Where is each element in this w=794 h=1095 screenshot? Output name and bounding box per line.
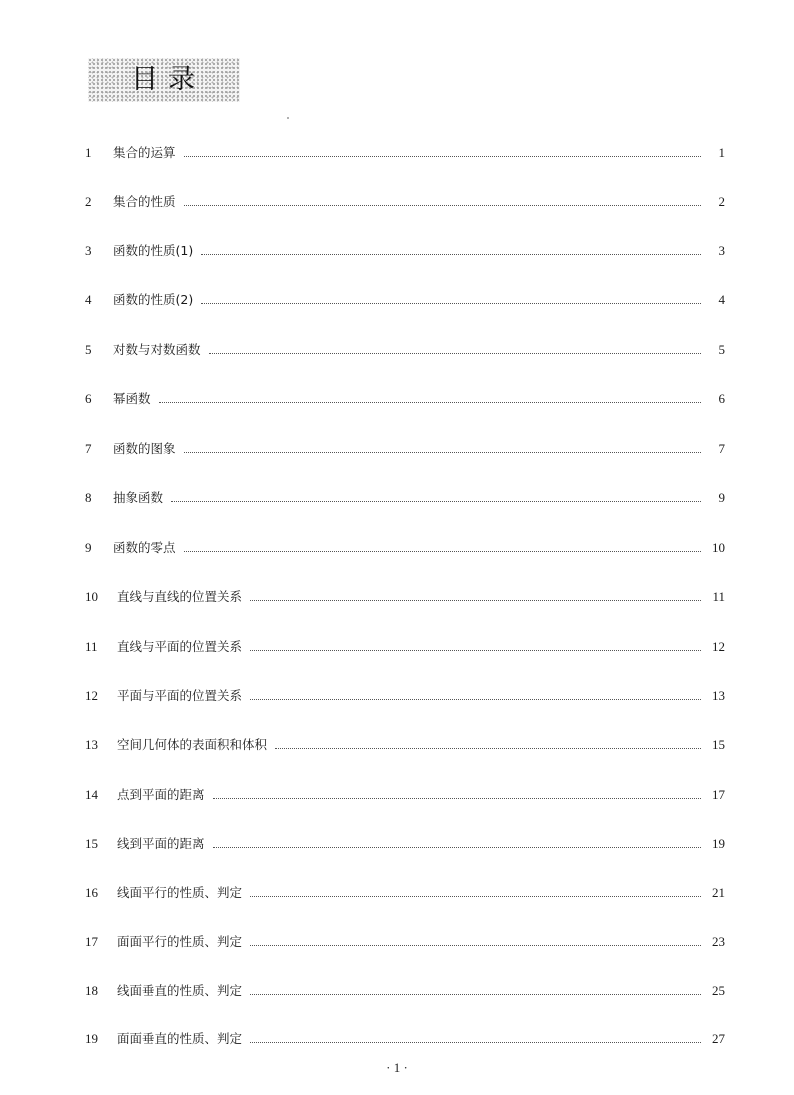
toc-entry[interactable]: [85, 290, 725, 312]
toc-entry-page: 1: [718, 145, 725, 160]
toc-entry-number: 3: [85, 243, 92, 258]
toc-entry-title: 函数的图象: [113, 441, 176, 456]
toc-entry-number: 9: [85, 540, 92, 555]
toc-entry-page: 5: [718, 342, 725, 357]
dot-leader: [184, 452, 701, 453]
toc-entry-number: 13: [85, 737, 98, 752]
toc-entry-page: 13: [712, 688, 725, 703]
toc-entry-title: 函数的零点: [113, 540, 176, 555]
toc-entry-title: 直线与直线的位置关系: [117, 589, 243, 604]
dot-leader: [250, 699, 701, 700]
toc-entry-title: 对数与对数函数: [113, 342, 201, 357]
toc-entry-page: 2: [718, 194, 725, 209]
dot-leader: [250, 650, 701, 651]
toc-entry-title: 点到平面的距离: [117, 787, 205, 802]
toc-entry-title: 集合的运算: [113, 145, 176, 160]
toc-entry-page: 3: [718, 243, 725, 258]
toc-entry-title: 幂函数: [113, 391, 151, 406]
dot-leader: [171, 501, 701, 502]
toc-entry-number: 18: [85, 983, 98, 998]
toc-entry-title: 集合的性质: [113, 194, 176, 209]
toc-entry-title: 抽象函数: [113, 490, 164, 505]
toc-entry-title: 面面垂直的性质、判定: [117, 1031, 243, 1046]
toc-entry-title: 函数的性质(2): [113, 292, 194, 307]
toc-entry-title: 平面与平面的位置关系: [117, 688, 243, 703]
page-number: · 1 ·: [386, 1060, 408, 1075]
toc-entry[interactable]: [85, 785, 725, 807]
toc-entry-number: 8: [85, 490, 92, 505]
toc-entry-page: 21: [712, 885, 725, 900]
title-banner: [88, 58, 240, 102]
toc-entry-number: 15: [85, 836, 98, 851]
dot-leader: [201, 254, 701, 255]
toc-entry-page: 25: [712, 983, 725, 998]
dot-leader: [184, 205, 701, 206]
toc-entry-number: 7: [85, 441, 92, 456]
toc-entry-page: 4: [718, 292, 725, 307]
toc-entry-number: 12: [85, 688, 98, 703]
toc-entry-page: 19: [712, 836, 725, 851]
dot-leader: [275, 748, 701, 749]
scan-speck: [287, 117, 289, 119]
dot-leader: [201, 303, 701, 304]
dot-leader: [213, 798, 701, 799]
toc-entry[interactable]: [85, 735, 725, 757]
toc-entry-page: 11: [712, 589, 725, 604]
toc-entry-title: 面面平行的性质、判定: [117, 934, 243, 949]
toc-entry-number: 1: [85, 145, 92, 160]
toc-entry[interactable]: [85, 1029, 725, 1051]
toc-entry[interactable]: [85, 981, 725, 1003]
toc-entry[interactable]: [85, 389, 725, 411]
toc-entry[interactable]: [85, 439, 725, 461]
dot-leader: [250, 896, 701, 897]
toc-entry-number: 17: [85, 934, 98, 949]
toc-entry[interactable]: [85, 192, 725, 214]
toc-entry[interactable]: [85, 143, 725, 165]
toc-entry-page: 10: [712, 540, 725, 555]
toc-entry-number: 2: [85, 194, 92, 209]
toc-entry[interactable]: [85, 340, 725, 362]
dot-leader: [250, 600, 701, 601]
toc-entry-title: 函数的性质(1): [113, 243, 194, 258]
toc-entry[interactable]: [85, 538, 725, 560]
toc-entry-number: 10: [85, 589, 98, 604]
dot-leader: [184, 156, 701, 157]
toc-entry-page: 7: [718, 441, 725, 456]
toc-entry-number: 14: [85, 787, 98, 802]
toc-entry-page: 27: [712, 1031, 725, 1046]
toc-entry-page: 12: [712, 639, 725, 654]
dot-leader: [184, 551, 701, 552]
dot-leader: [250, 1042, 701, 1043]
toc-entry-number: 6: [85, 391, 92, 406]
toc-entry[interactable]: [85, 932, 725, 954]
toc-entry-page: 15: [712, 737, 725, 752]
toc-entry-page: 23: [712, 934, 725, 949]
toc-entry[interactable]: [85, 637, 725, 659]
toc-entry-page: 9: [718, 490, 725, 505]
toc-entry-number: 4: [85, 292, 92, 307]
dot-leader: [209, 353, 701, 354]
toc-entry[interactable]: [85, 686, 725, 708]
toc-entry-title: 线面平行的性质、判定: [117, 885, 243, 900]
toc-entry-title: 线到平面的距离: [117, 836, 205, 851]
toc-entry-page: 17: [712, 787, 725, 802]
toc-entry-number: 16: [85, 885, 98, 900]
toc-entry-number: 19: [85, 1031, 98, 1046]
toc-entry-title: 空间几何体的表面积和体积: [117, 737, 268, 752]
toc-entry[interactable]: [85, 883, 725, 905]
toc-entry[interactable]: [85, 241, 725, 263]
toc-entry[interactable]: [85, 587, 725, 609]
toc-entry-number: 11: [85, 639, 98, 654]
toc-entry-title: 线面垂直的性质、判定: [117, 983, 243, 998]
toc-entry-page: 6: [718, 391, 725, 406]
toc-entry-number: 5: [85, 342, 92, 357]
page-title: 目录: [131, 64, 205, 95]
toc-entry[interactable]: [85, 488, 725, 510]
dot-leader: [250, 945, 701, 946]
toc-entry[interactable]: [85, 834, 725, 856]
dot-leader: [159, 402, 701, 403]
toc-entry-title: 直线与平面的位置关系: [117, 639, 243, 654]
dot-leader: [213, 847, 701, 848]
dot-leader: [250, 994, 701, 995]
